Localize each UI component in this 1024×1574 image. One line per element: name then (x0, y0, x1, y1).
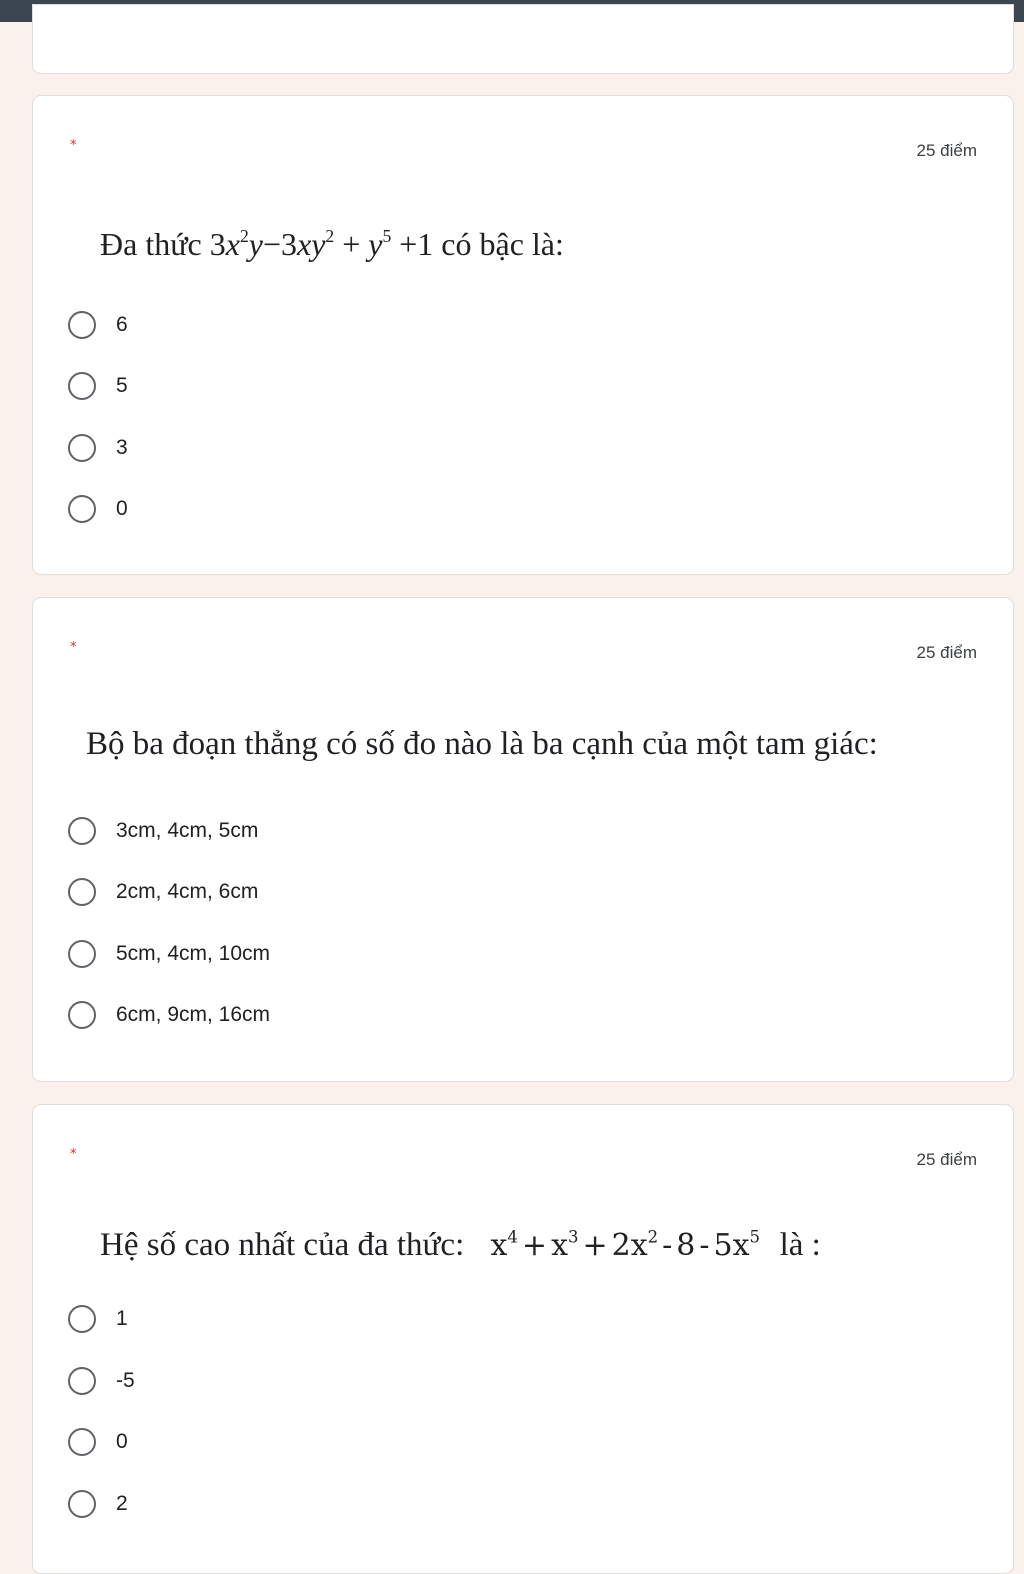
answer-option[interactable] (68, 1302, 128, 1336)
radio-button[interactable] (68, 372, 96, 400)
radio-button[interactable] (68, 311, 96, 339)
answer-option[interactable] (68, 937, 270, 971)
radio-button[interactable] (68, 817, 96, 845)
option-label: 2 (116, 1492, 128, 1515)
answer-option[interactable] (68, 814, 258, 848)
radio-button[interactable] (68, 434, 96, 462)
option-label: 0 (116, 497, 128, 520)
question-card-2 (32, 597, 1014, 1082)
radio-button[interactable] (68, 495, 96, 523)
question-text-prefix: Đa thức (100, 226, 202, 262)
answer-option[interactable] (68, 998, 270, 1032)
previous-question-card (32, 4, 1014, 74)
radio-button[interactable] (68, 1490, 96, 1518)
required-asterisk: * (70, 640, 77, 655)
option-label: 3 (116, 436, 128, 459)
question-card-3 (32, 1104, 1014, 1574)
option-label: 5cm, 4cm, 10cm (116, 942, 271, 965)
answer-option[interactable] (68, 369, 128, 403)
question-points: 25 điểm (916, 141, 977, 160)
option-label: 6cm, 9cm, 16cm (116, 1003, 271, 1026)
option-label: 6 (116, 313, 128, 336)
radio-button[interactable] (68, 940, 96, 968)
radio-button[interactable] (68, 878, 96, 906)
answer-option[interactable] (68, 875, 258, 909)
question-points: 25 điểm (916, 1150, 977, 1169)
question-text-suffix: là : (779, 1227, 821, 1263)
required-asterisk: * (70, 1147, 77, 1162)
option-label: 3cm, 4cm, 5cm (116, 819, 259, 842)
polynomial-expression: $x^4 + x^3 + 2x^2 - 8 - 5x^5$ (490, 1227, 761, 1263)
option-label: 2cm, 4cm, 6cm (116, 880, 259, 903)
option-label: 1 (116, 1307, 128, 1330)
question-text (100, 1227, 821, 1264)
option-label: 5 (116, 374, 128, 397)
radio-button[interactable] (68, 1305, 96, 1333)
radio-button[interactable] (68, 1001, 96, 1029)
question-text: Bộ ba đoạn thẳng có số đo nào là ba cạnh của một tam giác: (86, 726, 878, 762)
answer-option[interactable] (68, 492, 128, 526)
question-text (100, 226, 564, 263)
answer-option[interactable] (68, 308, 128, 342)
option-label: 0 (116, 1430, 128, 1453)
answer-option[interactable] (68, 1425, 128, 1459)
question-card-1 (32, 95, 1014, 575)
answer-option[interactable] (68, 1364, 135, 1398)
answer-option[interactable] (68, 1487, 128, 1521)
question-text-prefix: Hệ số cao nhất của đa thức: (100, 1227, 465, 1263)
question-points: 25 điểm (916, 643, 977, 662)
required-asterisk: * (70, 138, 77, 153)
radio-button[interactable] (68, 1428, 96, 1456)
answer-option[interactable] (68, 431, 128, 465)
question-text-suffix: có bậc là: (441, 226, 564, 262)
polynomial-expression: $3x^2y-3xy^2 + y^5 +1$ (209, 225, 434, 262)
option-label: -5 (116, 1369, 135, 1392)
radio-button[interactable] (68, 1367, 96, 1395)
